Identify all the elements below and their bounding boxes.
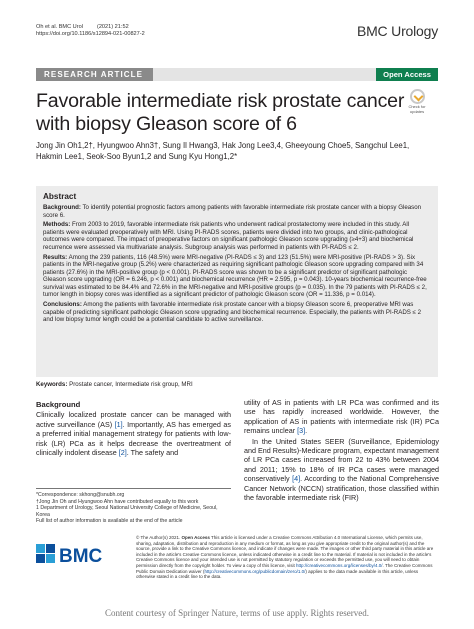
bmc-logo [36, 542, 116, 570]
reference-link[interactable]: [2] [118, 448, 127, 458]
abstract-results-label: Results: [43, 253, 68, 261]
body-text: In the United States SEER (Surveillance, Epidemiology and End Results)-Medicare program, expectant management of LR PCa cases increased from 22 to 43% between 2004 and 2011; 15% to 18% of IR PCa cases were managed conservatively [244, 436, 439, 484]
article-title: Favorable intermediate risk prostate cancer with biopsy Gleason score of 6 [36, 90, 405, 135]
background-paragraph [36, 410, 231, 457]
citation-header [36, 24, 145, 38]
check-for-updates-button[interactable] [403, 89, 431, 114]
article-type-banner [36, 68, 438, 81]
body-text: utility of AS in patients with LR PCa was confirmed and its use has rapidly increased worldwide. However, the application of AS in patients with intermediate risk (IR) PCa remains unclear [244, 398, 439, 436]
abstract-results [43, 254, 431, 299]
license-text [136, 535, 438, 580]
abstract-conclusions [43, 301, 431, 324]
body-paragraph [244, 398, 439, 436]
citation-year: (2021) 21:52 [96, 24, 129, 30]
abstract-conclusions-label: Conclusions: [43, 301, 82, 309]
crossmark-icon [410, 89, 425, 104]
body-text: . According to the National Comprehensive Cancer Network (NCCN) stratification, those classified within the favorable intermediate risk (FIR) [244, 474, 439, 503]
license-body: ) applies to the data made available in this article, unless otherwise stated in a credit line to the data. [136, 568, 419, 580]
cc-by-link[interactable]: http://creativecommons.org/licenses/by/4.0/ [296, 562, 383, 568]
abstract-background-text: To identify potential prognostic factors among patients with favorable intermediate risk prostate cancer with a biopsy Gleason score 6. [43, 204, 422, 219]
citation-journal: Oh et al. BMC Urol [36, 24, 83, 30]
body-paragraph [244, 437, 439, 503]
abstract-methods [43, 221, 431, 251]
license-body: This article is licensed under a Creative Commons Attribution 4.0 International License, which permits use, sharing, adaptation, distribution and reproduction in any medium or format, as long as you give appropriate credit to the original author(s) and the source, provide a link to the Creative Commons licence, and indicate if changes were made. The images or other third party material in this article are included in the article's Creative Commons licence, unless indicated otherwise in a credit line to the material. If material is not included in the article's Creative Commons licence and your intended use is not permitted by statutory regulation or exceeds the permitted use, you will need to obtain permission directly from the copyright holder. To view a copy of this licence, visit [136, 535, 434, 568]
abstract-methods-text: From 2003 to 2019, favorable intermediate risk patients who underwent radical prostatectomy were included in this study. All patients were evaluated preoperatively with MRI. Using PI-RADS scores, patients were divided into two groups, and clinic-pathological outcomes were compared. The impact of preoperative factors on significant pathologic Gleason score upgrading (≥4+3) and biochemical recurrence were assessed via multivariate analysis. Subgroup analysis was performed in patients with PI-RADS ≤ 2. [43, 221, 414, 251]
keywords-text: Prostate cancer, Intermediate risk group, MRI [67, 381, 193, 388]
bmc-logo-text: BMC [59, 546, 103, 567]
background-heading: Background [36, 400, 81, 409]
abstract-methods-label: Methods: [43, 221, 71, 229]
author-list: Jong Jin Oh1,2†, Hyungwoo Ahn3†, Sung Il Hwang3, Hak Jong Lee3,4, Gheeyoung Choe5, Sangchul Lee1, Hakmin Lee1, Seok-Soo Byun1,2 and Sung Kyu Hong1,2* [36, 141, 410, 161]
footnotes [36, 488, 231, 525]
journal-name: BMC Urology [356, 23, 438, 39]
body-column-left [36, 396, 231, 457]
reference-link[interactable]: [4] [292, 474, 301, 484]
keywords [36, 381, 438, 389]
body-column-right [244, 398, 439, 502]
abstract-background [43, 204, 431, 219]
correspondence-note: *Correspondence: skhong@snubh.org [36, 492, 125, 498]
body-text: . [305, 426, 308, 436]
keywords-label: Keywords: [36, 381, 68, 388]
open-access-badge: Open Access [376, 68, 438, 81]
license-body: . The Creative Commons Public Domain Dedication waiver ( [136, 562, 433, 574]
author-info-note: Full list of author information is available at the end of the article [36, 518, 183, 525]
open-access-label: Open Access [181, 535, 210, 540]
article-type-label: RESEARCH ARTICLE [36, 68, 153, 81]
equal-contribution-note: †Jong Jin Oh and Hyungwoo Ahn have contributed equally to this work [36, 498, 199, 505]
crossmark-label: Check for updates [408, 104, 426, 114]
abstract-box [36, 186, 438, 377]
body-text: . The safety and [126, 448, 179, 458]
cc0-link[interactable]: http://creativecommons.org/publicdomain/zero/1.0/ [204, 568, 306, 574]
copyright-text: © The Author(s) 2021. [136, 535, 182, 540]
abstract-conclusions-text: Among the patients with favorable intermediate risk prostate cancer with a biopsy Gleason score 6, preoperative MRI was capable of predicting significant pathologic Gleason score upgrading and biochemical recurrence. Especially, the patients with PI-RADS ≤ 2 and low biopsy tumor length could be a potential candidate to active surveillance. [43, 301, 422, 324]
reference-link[interactable]: [3] [297, 426, 306, 436]
springer-courtesy-footer: Content courtesy of Springer Nature, terms of use apply. Rights reserved. [104, 608, 370, 618]
abstract-results-text: Among the 239 patients, 116 (48.5%) were MRI-negative (PI-RADS ≤ 3) and 123 (51.5%) were MRI-positive (PI-RADS > 3). Six patients in the MRI-negative group (5.2%) were characterized as requiring significant pathologic Gleason score upgrading compared with 34 patients (27.6%) in the MRI-positive group (p < 0.001). PI-RADS score was shown to be a significant predictor of significant pathologic Gleason score upgrading (OR = 6.246, p < 0.001) and biochemical recurrence (HR = 2.595, p = 0.043). 10-years biochemical recurrence-free survival was estimated to be 84.4% and 72.6% in the MRI-negative and MRI-positive groups (p = 0.035). In the 79 patients with PI-RADS ≤ 2, tumor length in biopsy cores was identified as a significant predictor of pathologic Gleason score (OR = 11.336, p = 0.014). [43, 253, 427, 299]
license-block [36, 535, 438, 601]
citation-doi[interactable]: https://doi.org/10.1186/s12894-021-00827-2 [36, 31, 145, 37]
abstract-background-label: Background: [43, 204, 81, 211]
body-text: Clinically localized prostate cancer can be managed with active surveillance (AS) [36, 410, 231, 429]
affiliation-note: 1 Department of Urology, Seoul National University College of Medicine, Seoul, Korea [36, 505, 218, 518]
abstract-heading: Abstract [43, 192, 77, 201]
body-text: . Importantly, AS has emerged as a preferred initial management strategy for patients with low-risk (LR) PCa as it helps decrease the overtreatment of clinically indolent disease [36, 419, 232, 458]
reference-link[interactable]: [1] [114, 419, 123, 429]
